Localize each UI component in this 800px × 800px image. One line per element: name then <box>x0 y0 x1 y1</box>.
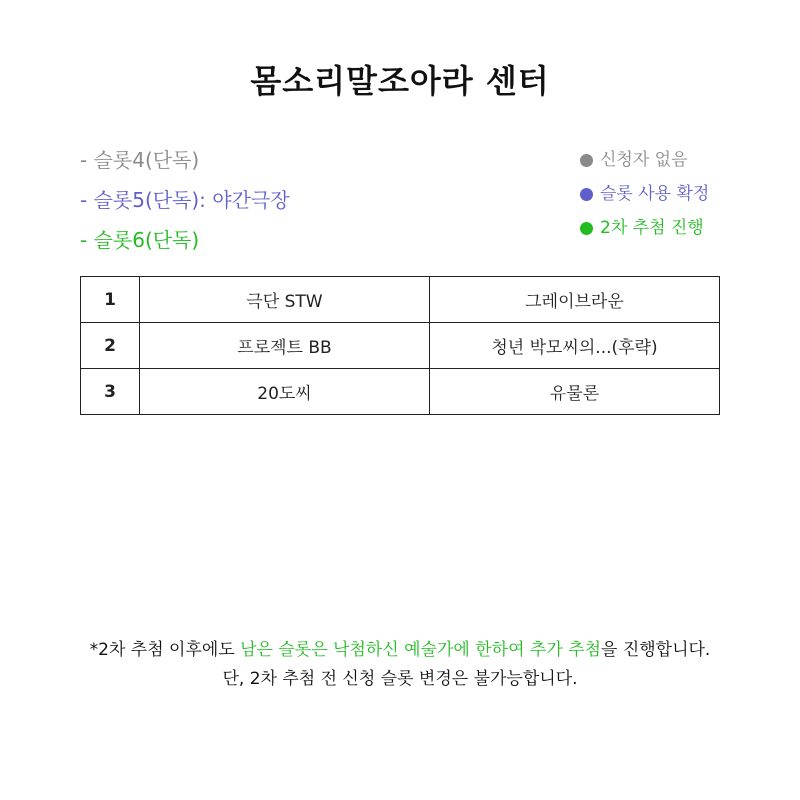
purple-dot-icon <box>580 188 593 201</box>
legend-item-confirmed <box>580 184 780 204</box>
row-number: 2 <box>81 323 140 369</box>
notice-prefix: *2차 추첨 이후에도 <box>89 640 241 660</box>
notice-text <box>0 636 800 694</box>
slot-item-5: - 슬롯5(단독): 야간극장 <box>80 188 290 212</box>
table-row <box>81 323 720 369</box>
table-row <box>81 277 720 323</box>
green-dot-icon <box>580 222 593 235</box>
slot-item-6: - 슬롯6(단독) <box>80 228 200 252</box>
notice-highlight: 남은 슬롯은 낙첨하신 예술가에 한하여 추가 추첨 <box>240 640 601 660</box>
team-cell: 프로젝트 BB <box>140 323 430 369</box>
row-number: 3 <box>81 369 140 415</box>
table-row <box>81 369 720 415</box>
notice-line-1 <box>0 636 800 665</box>
team-cell: 20도씨 <box>140 369 430 415</box>
gray-dot-icon <box>580 154 593 167</box>
legend-item-second-draw <box>580 218 780 238</box>
draw-result-table <box>80 276 720 415</box>
row-number: 1 <box>81 277 140 323</box>
slot-list <box>80 148 500 268</box>
team-cell: 그레이브라운 <box>430 277 720 323</box>
page-title: 몸소리말조아라 센터 <box>250 62 550 100</box>
notice-suffix: 을 진행합니다. <box>601 640 711 660</box>
legend-label: 2차 추첨 진행 <box>600 218 704 238</box>
legend-item-no-applicant <box>580 150 780 170</box>
legend-label: 슬롯 사용 확정 <box>600 184 710 204</box>
status-legend <box>580 150 780 252</box>
slot-item-4: - 슬롯4(단독) <box>80 148 200 172</box>
team-cell: 유물론 <box>430 369 720 415</box>
team-cell: 청년 박모씨의...(후략) <box>430 323 720 369</box>
notice-line-2: 단, 2차 추첨 전 신청 슬롯 변경은 불가능합니다. <box>222 669 578 689</box>
team-cell: 극단 STW <box>140 277 430 323</box>
legend-label: 신청자 없음 <box>600 150 688 170</box>
